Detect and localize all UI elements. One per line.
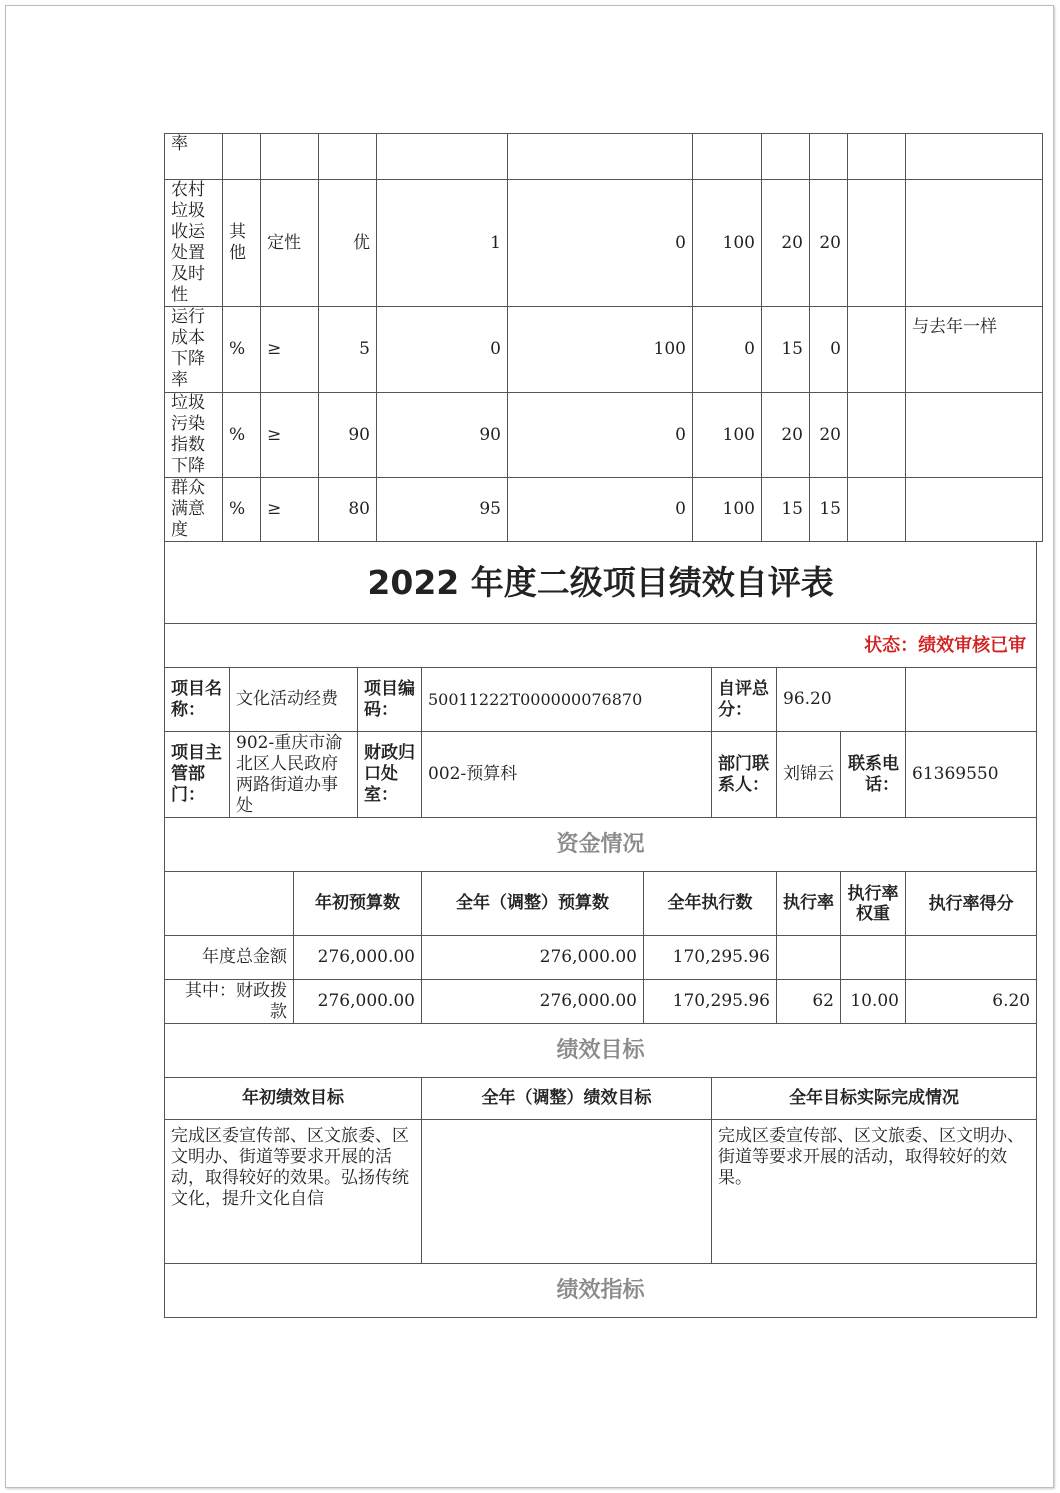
indicator-name: 群众满意度 [165,478,223,542]
funds-row-total-score [906,936,1037,980]
funds-row-total-label: 年度总金额 [165,936,294,980]
indicator-cell: 0 [693,307,762,393]
indicator-cell: 100 [693,180,762,307]
funds-header-weight: 执行率权重 [841,872,906,936]
indicator-cell: % [223,478,261,542]
self-score-label: 自评总分： [712,668,777,732]
project-code-label: 项目编码： [358,668,422,732]
funds-row-fiscal-adjusted: 276,000.00 [422,980,644,1024]
indicator-cell: 0 [508,478,693,542]
phone-label: 联系电话： [841,732,906,818]
funds-row-total-rate [777,936,841,980]
indicator-row [165,307,1043,393]
project-name: 文化活动经费 [230,668,358,732]
funds-header-adjusted: 全年（调整）预算数 [422,872,644,936]
indicator-row [165,134,1043,180]
indicator-name: 运行成本下降率 [165,307,223,393]
indicator-cell [906,393,1043,478]
indicator-name: 率 [165,134,223,180]
indicator-cell [261,134,319,180]
indicator-cell: ≥ [261,478,319,542]
funds-row-total-adjusted: 276,000.00 [422,936,644,980]
indicator-cell [848,393,906,478]
indicator-cell: 90 [319,393,377,478]
indicator-cell: ≥ [261,307,319,393]
indicator-cell: 与去年一样 [906,307,1043,393]
indicator-cell: 15 [762,307,810,393]
finance-label: 财政归口处室： [358,732,422,818]
funds-row-total-weight [841,936,906,980]
indicator-cell [848,478,906,542]
funds-row-fiscal-label: 其中：财政拨款 [165,980,294,1024]
funds-section-title: 资金情况 [165,818,1037,872]
indicator-cell [377,134,508,180]
self-eval-form [164,541,1037,1318]
funds-row-fiscal-score: 6.20 [906,980,1037,1024]
indicator-row [165,478,1043,542]
indicator-cell: 100 [693,478,762,542]
goal-actual-text: 完成区委宣传部、区文旅委、区文明办、街道等要求开展的活动，取得较好的效果。 [712,1120,1037,1264]
indicator-cell: 0 [508,393,693,478]
funds-header-blank [165,872,294,936]
indicator-cell: 15 [762,478,810,542]
funds-row-total-executed: 170,295.96 [644,936,777,980]
indicator-cell: 90 [377,393,508,478]
goals-header-initial: 年初绩效目标 [165,1078,422,1120]
indicator-cell [508,134,693,180]
indicator-cell [319,134,377,180]
indicators-section-title: 绩效指标 [165,1264,1037,1318]
funds-row-total-initial: 276,000.00 [294,936,422,980]
indicator-cell: 20 [762,180,810,307]
goal-adjusted-text [422,1120,712,1264]
indicator-cell: ≥ [261,393,319,478]
indicator-row [165,393,1043,478]
indicator-table [164,133,1043,542]
dept-value: 902-重庆市渝北区人民政府两路街道办事处 [230,732,358,818]
indicator-cell: 100 [693,393,762,478]
indicator-cell: % [223,307,261,393]
project-code: 50011222T000000076870 [422,668,712,732]
indicator-cell [693,134,762,180]
funds-row-fiscal-rate: 62 [777,980,841,1024]
project-name-label: 项目名称： [165,668,230,732]
indicator-cell: 80 [319,478,377,542]
goal-initial-text: 完成区委宣传部、区文旅委、区文明办、街道等要求开展的活动，取得较好的效果。弘扬传统文化，提升文化自信 [165,1120,422,1264]
indicator-cell [848,180,906,307]
indicator-row [165,180,1043,307]
funds-header-score: 执行率得分 [906,872,1037,936]
indicator-cell: 15 [810,478,848,542]
indicator-cell: 0 [377,307,508,393]
indicator-cell: 优 [319,180,377,307]
indicator-name: 农村垃圾收运处置及时性 [165,180,223,307]
dept-label: 项目主管部门： [165,732,230,818]
indicator-cell: 20 [810,180,848,307]
goals-section-title: 绩效目标 [165,1024,1037,1078]
funds-header-executed: 全年执行数 [644,872,777,936]
indicator-cell: % [223,393,261,478]
funds-row-fiscal-executed: 170,295.96 [644,980,777,1024]
indicator-cell [848,134,906,180]
indicator-cell: 20 [762,393,810,478]
status-text: 状态：绩效审核已审 [165,624,1037,668]
phone-value: 61369550 [906,732,1037,818]
indicator-cell: 20 [810,393,848,478]
indicator-cell: 100 [508,307,693,393]
indicator-cell: 定性 [261,180,319,307]
funds-header-initial: 年初预算数 [294,872,422,936]
indicator-cell [848,307,906,393]
indicator-cell [810,134,848,180]
indicator-cell: 1 [377,180,508,307]
self-score: 96.20 [777,668,906,732]
indicator-cell [762,134,810,180]
contact-value: 刘锦云 [777,732,841,818]
form-title: 2022 年度二级项目绩效自评表 [165,542,1037,624]
indicator-cell: 5 [319,307,377,393]
indicator-cell: 0 [810,307,848,393]
indicator-name: 垃圾污染指数下降 [165,393,223,478]
indicator-cell [223,134,261,180]
goals-header-adjusted: 全年（调整）绩效目标 [422,1078,712,1120]
funds-header-rate: 执行率 [777,872,841,936]
indicator-cell: 0 [508,180,693,307]
indicator-cell: 95 [377,478,508,542]
funds-row-fiscal-weight: 10.00 [841,980,906,1024]
indicator-cell [906,180,1043,307]
indicator-cell [906,134,1043,180]
finance-value: 002-预算科 [422,732,712,818]
indicator-cell: 其他 [223,180,261,307]
indicator-cell [906,478,1043,542]
funds-row-fiscal-initial: 276,000.00 [294,980,422,1024]
goals-header-actual: 全年目标实际完成情况 [712,1078,1037,1120]
blank-cell [906,668,1037,732]
contact-label: 部门联系人： [712,732,777,818]
